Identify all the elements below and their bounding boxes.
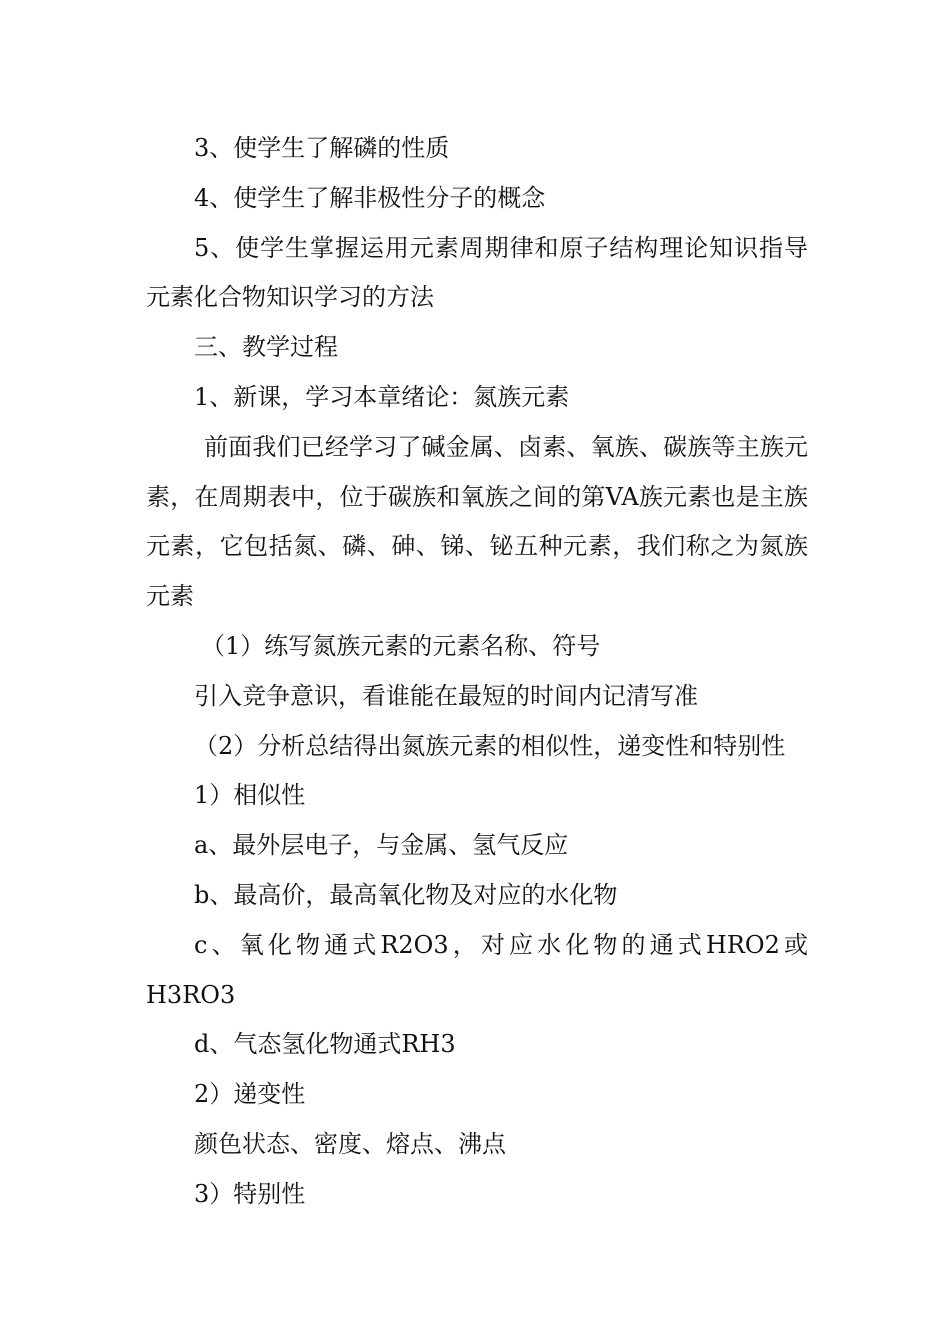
paragraph-step-2: （2）分析总结得出氮族元素的相似性，递变性和特别性	[194, 731, 786, 760]
paragraph-specificity: 3）特别性	[194, 1179, 306, 1208]
paragraph-objective-4: 4、使学生了解非极性分子的概念	[194, 183, 546, 212]
paragraph-item-b: b、最高价，最高氧化物及对应的水化物	[194, 880, 618, 909]
section-heading-teaching-process: 三、教学过程	[194, 333, 338, 362]
paragraph-objective-5: 5、使学生掌握运用元素周期律和原子结构理论知识指导元素化合物知识学习的方法	[146, 233, 808, 312]
paragraph-step-1: （1）练写氮族元素的元素名称、符号	[201, 631, 601, 660]
paragraph-item-d: d、气态氢化物通式RH3	[194, 1030, 456, 1059]
paragraph-objective-3: 3、使学生了解磷的性质	[194, 134, 450, 162]
paragraph-gradation: 2）递变性	[194, 1080, 306, 1109]
document-body	[146, 124, 808, 1220]
paragraph-intro: 前面我们已经学习了碱金属、卤素、氧族、碳族等主族元素，在周期表中，位于碳族和氧族之间的第VA族元素也是主族元素，它包括氮、磷、砷、锑、铋五种元素，我们称之为氮族元素	[146, 432, 808, 611]
paragraph-competition: 引入竞争意识，看谁能在最短的时间内记清写准	[194, 681, 698, 710]
paragraph-properties: 颜色状态、密度、熔点、沸点	[194, 1129, 506, 1158]
paragraph-new-lesson: 1、新课，学习本章绪论：氮族元素	[194, 382, 570, 411]
paragraph-similarity: 1）相似性	[194, 781, 306, 810]
paragraph-item-c: c、氧化物通式R2O3，对应水化物的通式HRO2或H3RO3	[146, 930, 808, 1009]
paragraph-item-a: a、最外层电子，与金属、氢气反应	[194, 831, 569, 860]
